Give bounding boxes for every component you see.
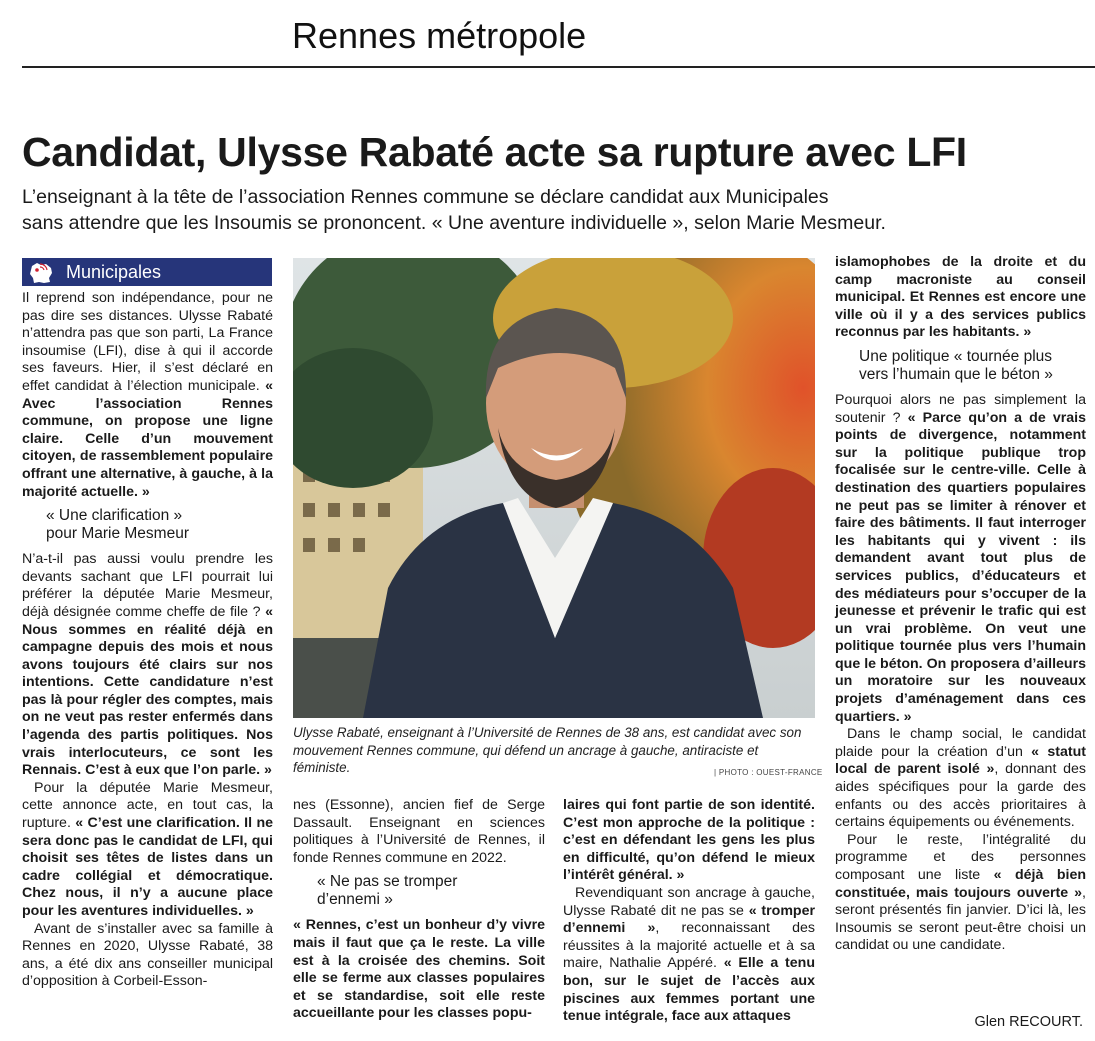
col1-sub-line-2: pour Marie Mesmeur [46, 525, 189, 543]
col4-subheading [835, 348, 1086, 384]
col3-paragraph-2 [563, 885, 815, 1026]
col3-p2-text-a: Revendiquant son ancrage à gauche, Ulysse Rabaté dit ne pas se [563, 884, 815, 919]
col1-paragraph-4: Avant de s’installer avec sa famille à Rennes en 2020, Ulysse Rabaté, 38 ans, a été dix ans conseiller municipal d’opposition à Corbeil-Esson- [22, 920, 273, 990]
standfirst-line-1: L’enseignant à la tête de l’association Rennes commune se déclare candidat aux Municipales [22, 186, 829, 208]
col4-p2-text: Pourquoi alors ne pas simplement la soutenir ? [835, 391, 1086, 426]
col3-p2-quote-a: « tromper d’ennemi » [563, 902, 816, 937]
col1-p1-text: Il reprend son indépendance, pour ne pas dire ses distances. Ulysse Rabaté n’attendra pas que son parti, La France insoumise (LFI), dise à qui il accorde ses faveurs. Hier, il s’est déclaré en effet candidat à l’élection municipale. [22, 290, 273, 394]
col3-p2-quote-b: « Elle a tenu bon, sur le sujet de l’accès aux piscines aux femmes portant une tenue intégrale, face aux attaques [563, 955, 815, 1025]
header-rule [22, 66, 1095, 68]
col4-p3-text-b: , donnant des aides spécifiques pour la garde des enfants ou des accès prioritaires à certains équipements ou événements. [835, 761, 1086, 831]
col1-p2-text: N’a-t-il pas aussi voulu prendre les devants sachant que LFI pourrait lui préférer la députée Marie Mesmeur, déjà désignée comme cheffe de file ? [22, 551, 273, 620]
col4-sub-line-2: vers l’humain que le béton » [859, 365, 1053, 383]
col1-sub-line-1: « Une clarification » [46, 507, 183, 525]
municipales-tag [22, 258, 272, 286]
col4-p4-text-b: , seront présentés fin janvier. D’ici là, les Insoumis se seront peut-être choisi un candidat ou une candidate. [835, 884, 1086, 954]
col3-p2-text-b: , reconnaissant des réussites à la majorité actuelle et à sa maire, Nathalie Appéré. [563, 920, 815, 972]
col4-p3-quote: « statut local de parent isolé » [835, 743, 1086, 778]
photo-credit: | PHOTO : OUEST-FRANCE [714, 768, 823, 777]
author-signature: Glen RECOURT. [974, 1014, 1083, 1030]
col1-paragraph-2 [22, 551, 273, 780]
col4-paragraph-2 [835, 392, 1086, 726]
col2-subheading [293, 873, 545, 909]
col3-paragraph-1: laires qui font partie de son identité. C’est mon approche de la politique : c’est en défendant les gens les plus en difficulté, qu’on défend le mieux l’intérêt général. » [563, 797, 815, 884]
column-2 [293, 797, 545, 1023]
col1-paragraph-3 [22, 780, 273, 921]
col2-paragraph-1: nes (Essonne), ancien fief de Serge Dassault. Enseignant en sciences politiques à l’Université de Rennes, il fonde Rennes commune en 2022. [293, 797, 545, 866]
col1-p2-quote: « Nous sommes en réalité déjà en campagne depuis des mois et nous avons toujours été clairs sur nos intentions. Cette candidature n’est pas là pour régler des comptes, mais on ne veut pas rester enfermés dans l’agenda des partis politiques. Nos vrais interlocuteurs, ce sont les Rennais. C’est à eux que l’on parle. » [22, 603, 273, 779]
col4-p4-text-a: Pour le reste, l’intégralité du programme et des personnes composant une liste [835, 831, 1086, 883]
col4-p4-quote: « déjà bien constituée, mais toujours ouverte » [835, 867, 1086, 901]
col1-paragraph-1 [22, 290, 273, 501]
col1-subheading [22, 507, 273, 543]
standfirst [22, 184, 886, 236]
france-map-icon [22, 258, 62, 286]
tag-label: Municipales [66, 261, 162, 282]
candidate-photo [293, 258, 815, 718]
photo-caption: Ulysse Rabaté, enseignant à l’Université de Rennes de 38 ans, est candidat avec son mouvement Rennes commune, qui défend un ancrage à gauche, antiraciste et féministe. [293, 725, 802, 775]
col2-sub-line-2: d’ennemi » [317, 891, 393, 909]
col4-p2-quote: « Parce qu’on a de vrais points de divergence, notamment sur la politique publique trop focalisée sur le centre-ville. Celle à destination des quartiers populaires ne peut pas se limiter à rénover et faire des bâtiments. Il faut interroger les habitants qui y vivent : ils demandent avant tout plus de services publics, d’éducateurs et des médiateurs pour s’occuper de la jeunesse et prévenir le trafic qui est un vrai problème. On veut une politique tournée plus vers l’humain que le béton. On proposera d’ailleurs un moratoire sur les nouveaux projets d’aménagement dans ces quartiers. » [835, 409, 1086, 725]
col2-paragraph-2: « Rennes, c’est un bonheur d’y vivre mais il faut que ça le reste. La ville est à la croisée des chemins. Soit elle se ferme aux classes populaires et se standardise, soit elle reste accueillante pour les classes popu- [293, 917, 545, 1022]
col4-paragraph-1: islamophobes de la droite et du camp macroniste au conseil municipal. Et Rennes est encore une ville où il y a des services publics reconnus par les habitants. » [835, 254, 1086, 341]
standfirst-line-2: sans attendre que les Insoumis se prononcent. « Une aventure individuelle », selon Marie Mesmeur. [22, 212, 886, 234]
section-title: Rennes métropole [292, 15, 587, 56]
col2-sub-line-1: « Ne pas se tromper [317, 873, 458, 891]
col4-paragraph-3 [835, 726, 1086, 832]
column-4 [835, 254, 1086, 955]
col1-p3-text: Pour la députée Marie Mesmeur, cette annonce acte, en tout cas, la rupture. [22, 779, 273, 832]
col4-p3-text-a: Dans le champ social, le candidat plaide pour la création d’un [835, 726, 1086, 760]
col1-p1-quote: « Avec l’association Rennes commune, on propose une ligne claire. Celle d’un mouvement citoyen, de rassemblement populaire offrant une alternative, à gauche, à la majorité actuelle. » [22, 377, 273, 500]
col1-p3-quote: « C’est une clarification. Il ne sera donc pas le candidat de LFI, qui choisit ses têtes de listes dans un cadre collégial et démocratique. Chez nous, il n’y a aucune place pour les aventures individuelles. » [22, 815, 273, 919]
col4-sub-line-1: Une politique « tournée plus [859, 347, 1053, 365]
col4-paragraph-4 [835, 832, 1086, 955]
headline: Candidat, Ulysse Rabaté acte sa rupture avec LFI [22, 129, 967, 175]
column-1 [22, 290, 273, 991]
column-3 [563, 797, 815, 1026]
